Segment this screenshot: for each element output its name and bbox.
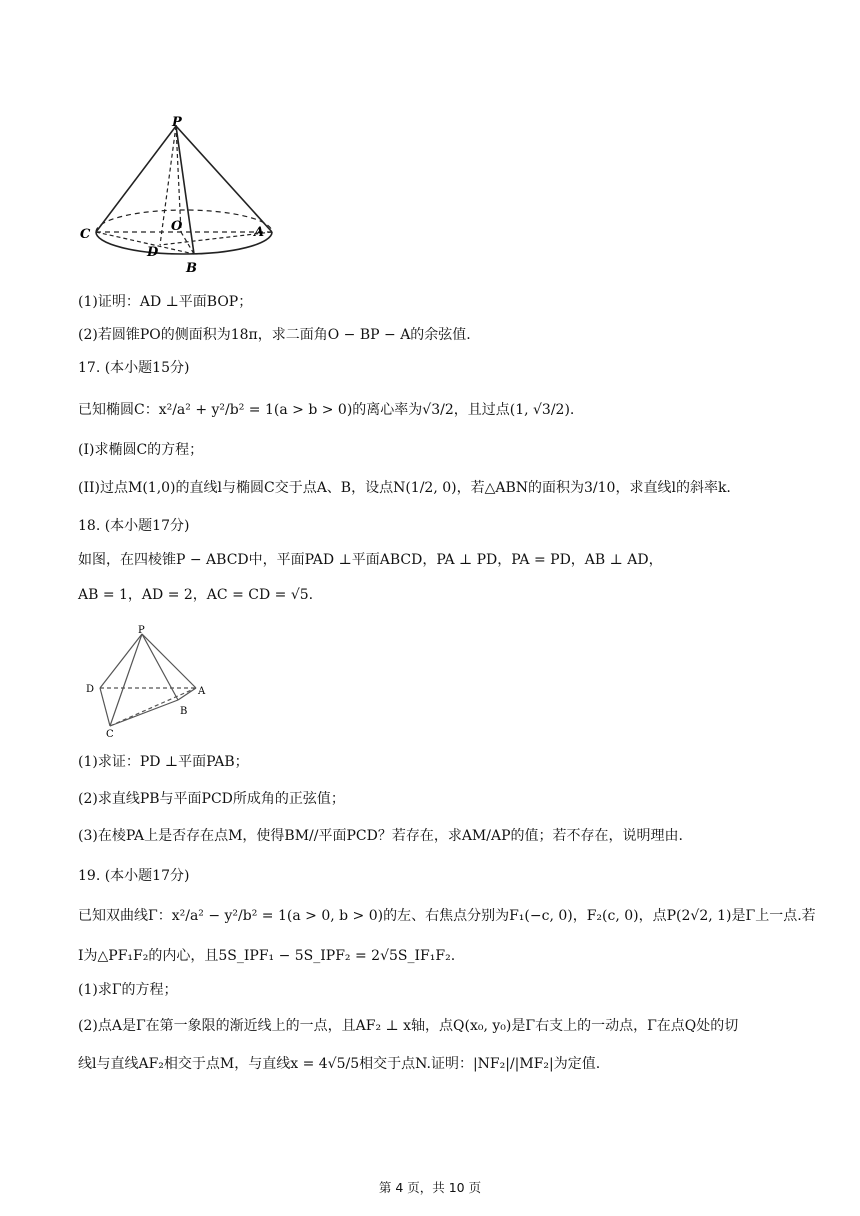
- q17-header: 17. (本小题15分): [78, 360, 190, 376]
- pyramid-figure: [78, 622, 210, 738]
- q16-part2: (2)若圆锥PO的侧面积为18π，求二面角O − BP − A的余弦值.: [78, 327, 471, 343]
- q18-part2: (2)求直线PB与平面PCD所成角的正弦值；: [78, 791, 345, 807]
- pyramid-label-b: B: [180, 706, 188, 717]
- q18-part1: (1)求证：PD ⊥平面PAB；: [78, 754, 249, 770]
- q19-part1: (1)求Γ的方程；: [78, 982, 178, 998]
- q18-header: 18. (本小题17分): [78, 518, 190, 534]
- pyramid-label-p: P: [138, 625, 145, 636]
- page-footer: 第 4 页，共 10 页: [378, 1180, 482, 1195]
- cone-label-o: O: [171, 219, 183, 234]
- pyramid-label-d: D: [86, 684, 95, 695]
- cone-label-a: A: [254, 225, 265, 240]
- q17-stem: 已知椭圆C：x²/a² + y²/b² = 1(a > b > 0)的离心率为√3/2，且过点(1, √3/2).: [78, 402, 575, 418]
- q19-stem2: I为△PF₁F₂的内心，且5S_IPF₁ − 5S_IPF₂ = 2√5S_IF₁F₂.: [78, 948, 456, 964]
- q18-stem2: AB = 1，AD = 2，AC = CD = √5.: [78, 587, 314, 603]
- q18-part3: (3)在棱PA上是否存在点M，使得BM//平面PCD？若存在，求AM/AP的值；若不存在，说明理由.: [78, 828, 683, 844]
- cone-label-c: C: [80, 227, 91, 242]
- q19-part2a: (2)点A是Γ在第一象限的渐近线上的一点，且AF₂ ⊥ x轴，点Q(x₀, y₀)是Γ右支上的一动点，Γ在点Q处的切: [78, 1018, 739, 1034]
- q17-part2: (II)过点M(1,0)的直线l与椭圆C交于点A、B，设点N(1/2, 0)，若△ABN的面积为3/10，求直线l的斜率k.: [78, 480, 731, 496]
- q16-part1: (1)证明：AD ⊥平面BOP；: [78, 294, 253, 310]
- q18-stem1: 如图，在四棱锥P − ABCD中，平面PAD ⊥平面ABCD，PA ⊥ PD，PA = PD，AB ⊥ AD，: [78, 552, 663, 568]
- cone-figure: [78, 112, 278, 280]
- pyramid-label-a: A: [198, 686, 206, 697]
- q19-part2b: 线l与直线AF₂相交于点M，与直线x = 4√5/5相交于点N.证明：|NF₂|/|MF₂|为定值.: [78, 1056, 601, 1072]
- cone-label-p: P: [172, 115, 182, 130]
- q19-header: 19. (本小题17分): [78, 868, 190, 884]
- cone-label-d: D: [147, 245, 159, 260]
- cone-label-b: B: [186, 261, 197, 276]
- q19-stem1: 已知双曲线Γ：x²/a² − y²/b² = 1(a > 0, b > 0)的左、右焦点分别为F₁(−c, 0)，F₂(c, 0)，点P(2√2, 1)是Γ上一点.若: [78, 908, 816, 924]
- pyramid-label-c: C: [106, 729, 114, 738]
- q17-part1: (I)求椭圆C的方程；: [78, 442, 204, 458]
